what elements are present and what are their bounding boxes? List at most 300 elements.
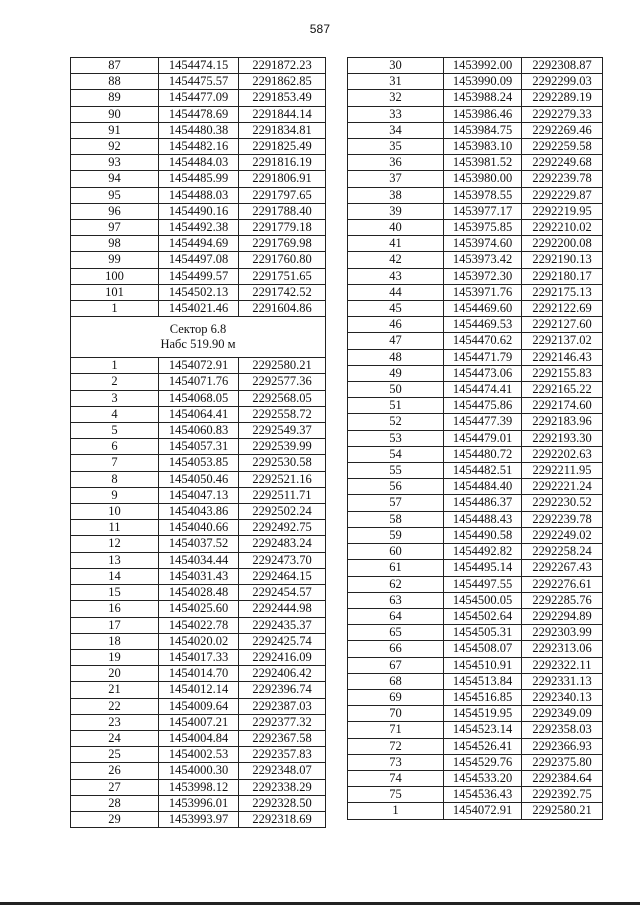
- coordinates-table-left: [70, 57, 326, 828]
- y-coordinate-cell: 2292558.72: [239, 406, 326, 422]
- point-number-cell: 100: [71, 268, 159, 284]
- point-number-cell: 20: [71, 666, 159, 682]
- table-row: [71, 423, 326, 439]
- point-number-cell: 6: [71, 439, 159, 455]
- table-row: [348, 365, 603, 381]
- section-header-row: [71, 317, 326, 358]
- x-coordinate-cell: 1454470.62: [444, 333, 522, 349]
- x-coordinate-cell: 1454490.16: [159, 203, 239, 219]
- table-row: [71, 358, 326, 374]
- x-coordinate-cell: 1454484.03: [159, 155, 239, 171]
- table-row: [348, 706, 603, 722]
- point-number-cell: 37: [348, 171, 444, 187]
- point-number-cell: 92: [71, 139, 159, 155]
- y-coordinate-cell: 2292174.60: [522, 398, 603, 414]
- point-number-cell: 88: [71, 74, 159, 90]
- y-coordinate-cell: 2292392.75: [522, 787, 603, 803]
- point-number-cell: 11: [71, 520, 159, 536]
- point-number-cell: 22: [71, 698, 159, 714]
- table-row: [348, 625, 603, 641]
- point-number-cell: 30: [348, 58, 444, 74]
- y-coordinate-cell: 2292435.37: [239, 617, 326, 633]
- y-coordinate-cell: 2292239.78: [522, 171, 603, 187]
- point-number-cell: 46: [348, 317, 444, 333]
- table-row: [71, 568, 326, 584]
- y-coordinate-cell: 2292483.24: [239, 536, 326, 552]
- point-number-cell: 71: [348, 722, 444, 738]
- table-row: [348, 544, 603, 560]
- y-coordinate-cell: 2292328.50: [239, 795, 326, 811]
- x-coordinate-cell: 1454469.60: [444, 301, 522, 317]
- point-number-cell: 56: [348, 479, 444, 495]
- x-coordinate-cell: 1454484.40: [444, 479, 522, 495]
- point-number-cell: 101: [71, 284, 159, 300]
- y-coordinate-cell: 2292137.02: [522, 333, 603, 349]
- y-coordinate-cell: 2292276.61: [522, 576, 603, 592]
- section-header-cell: [71, 317, 326, 358]
- x-coordinate-cell: 1454012.14: [159, 682, 239, 698]
- table-row: [348, 608, 603, 624]
- table-row: [348, 333, 603, 349]
- y-coordinate-cell: 2292190.13: [522, 252, 603, 268]
- table-row: [348, 479, 603, 495]
- table-row: [71, 633, 326, 649]
- table-row: [348, 284, 603, 300]
- point-number-cell: 95: [71, 187, 159, 203]
- x-coordinate-cell: 1453972.30: [444, 268, 522, 284]
- y-coordinate-cell: 2292377.32: [239, 714, 326, 730]
- table-row: [71, 58, 326, 74]
- y-coordinate-cell: 2292294.89: [522, 608, 603, 624]
- point-number-cell: 62: [348, 576, 444, 592]
- x-coordinate-cell: 1454050.46: [159, 471, 239, 487]
- point-number-cell: 8: [71, 471, 159, 487]
- x-coordinate-cell: 1454072.91: [444, 803, 522, 819]
- table-row: [348, 317, 603, 333]
- y-coordinate-cell: 2292258.24: [522, 544, 603, 560]
- x-coordinate-cell: 1454478.69: [159, 106, 239, 122]
- y-coordinate-cell: 2292267.43: [522, 560, 603, 576]
- table-row: [348, 220, 603, 236]
- table-row: [348, 382, 603, 398]
- y-coordinate-cell: 2292200.08: [522, 236, 603, 252]
- table-row: [348, 58, 603, 74]
- x-coordinate-cell: 1454475.57: [159, 74, 239, 90]
- y-coordinate-cell: 2292338.29: [239, 779, 326, 795]
- point-number-cell: 91: [71, 122, 159, 138]
- point-number-cell: 38: [348, 187, 444, 203]
- point-number-cell: 7: [71, 455, 159, 471]
- table-row: [71, 649, 326, 665]
- point-number-cell: 41: [348, 236, 444, 252]
- point-number-cell: 48: [348, 349, 444, 365]
- x-coordinate-cell: 1454519.95: [444, 706, 522, 722]
- x-coordinate-cell: 1454025.60: [159, 601, 239, 617]
- x-coordinate-cell: 1454057.31: [159, 439, 239, 455]
- x-coordinate-cell: 1454492.38: [159, 220, 239, 236]
- table-row: [71, 552, 326, 568]
- table-row: [71, 698, 326, 714]
- table-row: [71, 374, 326, 390]
- table-row: [71, 714, 326, 730]
- x-coordinate-cell: 1453986.46: [444, 106, 522, 122]
- y-coordinate-cell: 2292127.60: [522, 317, 603, 333]
- point-number-cell: 44: [348, 284, 444, 300]
- table-row: [71, 763, 326, 779]
- x-coordinate-cell: 1454500.05: [444, 592, 522, 608]
- point-number-cell: 90: [71, 106, 159, 122]
- table-row: [348, 673, 603, 689]
- y-coordinate-cell: 2292279.33: [522, 106, 603, 122]
- table-row: [348, 560, 603, 576]
- y-coordinate-cell: 2292230.52: [522, 495, 603, 511]
- y-coordinate-cell: 2292358.03: [522, 722, 603, 738]
- point-number-cell: 21: [71, 682, 159, 698]
- y-coordinate-cell: 2291816.19: [239, 155, 326, 171]
- y-coordinate-cell: 2292175.13: [522, 284, 603, 300]
- y-coordinate-cell: 2291806.91: [239, 171, 326, 187]
- table-row: [348, 349, 603, 365]
- table-row: [348, 414, 603, 430]
- point-number-cell: 58: [348, 511, 444, 527]
- y-coordinate-cell: 2292269.46: [522, 122, 603, 138]
- table-row: [71, 122, 326, 138]
- table-row: [71, 390, 326, 406]
- x-coordinate-cell: 1454040.66: [159, 520, 239, 536]
- point-number-cell: 31: [348, 74, 444, 90]
- x-coordinate-cell: 1454000.30: [159, 763, 239, 779]
- x-coordinate-cell: 1454486.37: [444, 495, 522, 511]
- y-coordinate-cell: 2292387.03: [239, 698, 326, 714]
- point-number-cell: 35: [348, 139, 444, 155]
- x-coordinate-cell: 1454014.70: [159, 666, 239, 682]
- table-row: [71, 203, 326, 219]
- point-number-cell: 74: [348, 770, 444, 786]
- y-coordinate-cell: 2292331.13: [522, 673, 603, 689]
- x-coordinate-cell: 1454064.41: [159, 406, 239, 422]
- table-row: [71, 155, 326, 171]
- table-row: [348, 74, 603, 90]
- x-coordinate-cell: 1454508.07: [444, 641, 522, 657]
- y-coordinate-cell: 2291742.52: [239, 284, 326, 300]
- point-number-cell: 66: [348, 641, 444, 657]
- x-coordinate-cell: 1454502.64: [444, 608, 522, 624]
- point-number-cell: 70: [348, 706, 444, 722]
- x-coordinate-cell: 1453983.10: [444, 139, 522, 155]
- table-row: [71, 617, 326, 633]
- x-coordinate-cell: 1454053.85: [159, 455, 239, 471]
- table-row: [348, 252, 603, 268]
- section-subtitle: Набс 519.90 м: [160, 337, 236, 352]
- x-coordinate-cell: 1454505.31: [444, 625, 522, 641]
- table-row: [348, 754, 603, 770]
- x-coordinate-cell: 1454494.69: [159, 236, 239, 252]
- x-coordinate-cell: 1454516.85: [444, 689, 522, 705]
- table-row: [71, 747, 326, 763]
- x-coordinate-cell: 1454021.46: [159, 301, 239, 317]
- table-row: [348, 268, 603, 284]
- table-row: [71, 90, 326, 106]
- x-coordinate-cell: 1454007.21: [159, 714, 239, 730]
- point-number-cell: 39: [348, 203, 444, 219]
- table-row: [71, 220, 326, 236]
- x-coordinate-cell: 1454497.55: [444, 576, 522, 592]
- point-number-cell: 40: [348, 220, 444, 236]
- x-coordinate-cell: 1454490.58: [444, 527, 522, 543]
- y-coordinate-cell: 2292180.17: [522, 268, 603, 284]
- table-row: [71, 301, 326, 317]
- x-coordinate-cell: 1454502.13: [159, 284, 239, 300]
- y-coordinate-cell: 2292357.83: [239, 747, 326, 763]
- x-coordinate-cell: 1454068.05: [159, 390, 239, 406]
- table-row: [71, 74, 326, 90]
- point-number-cell: 94: [71, 171, 159, 187]
- y-coordinate-cell: 2292313.06: [522, 641, 603, 657]
- x-coordinate-cell: 1454469.53: [444, 317, 522, 333]
- y-coordinate-cell: 2292549.37: [239, 423, 326, 439]
- x-coordinate-cell: 1453980.00: [444, 171, 522, 187]
- table-row: [71, 187, 326, 203]
- y-coordinate-cell: 2292492.75: [239, 520, 326, 536]
- y-coordinate-cell: 2292303.99: [522, 625, 603, 641]
- y-coordinate-cell: 2292219.95: [522, 203, 603, 219]
- y-coordinate-cell: 2292318.69: [239, 811, 326, 827]
- y-coordinate-cell: 2291844.14: [239, 106, 326, 122]
- table-row: [348, 446, 603, 462]
- point-number-cell: 72: [348, 738, 444, 754]
- y-coordinate-cell: 2292375.80: [522, 754, 603, 770]
- x-coordinate-cell: 1454022.78: [159, 617, 239, 633]
- table-row: [348, 236, 603, 252]
- x-coordinate-cell: 1454028.48: [159, 585, 239, 601]
- point-number-cell: 25: [71, 747, 159, 763]
- table-row: [348, 155, 603, 171]
- x-coordinate-cell: 1454488.43: [444, 511, 522, 527]
- point-number-cell: 4: [71, 406, 159, 422]
- y-coordinate-cell: 2292322.11: [522, 657, 603, 673]
- y-coordinate-cell: 2292211.95: [522, 463, 603, 479]
- x-coordinate-cell: 1454533.20: [444, 770, 522, 786]
- table-row: [348, 527, 603, 543]
- x-coordinate-cell: 1454523.14: [444, 722, 522, 738]
- table-row: [348, 576, 603, 592]
- y-coordinate-cell: 2292249.68: [522, 155, 603, 171]
- y-coordinate-cell: 2292425.74: [239, 633, 326, 649]
- y-coordinate-cell: 2292155.83: [522, 365, 603, 381]
- x-coordinate-cell: 1454004.84: [159, 730, 239, 746]
- y-coordinate-cell: 2292444.98: [239, 601, 326, 617]
- table-row: [348, 770, 603, 786]
- table-row: [348, 139, 603, 155]
- point-number-cell: 65: [348, 625, 444, 641]
- table-row: [71, 252, 326, 268]
- y-coordinate-cell: 2292308.87: [522, 58, 603, 74]
- y-coordinate-cell: 2292454.57: [239, 585, 326, 601]
- x-coordinate-cell: 1454471.79: [444, 349, 522, 365]
- x-coordinate-cell: 1454510.91: [444, 657, 522, 673]
- x-coordinate-cell: 1454495.14: [444, 560, 522, 576]
- table-row: [348, 398, 603, 414]
- point-number-cell: 54: [348, 446, 444, 462]
- x-coordinate-cell: 1454536.43: [444, 787, 522, 803]
- point-number-cell: 53: [348, 430, 444, 446]
- x-coordinate-cell: 1453998.12: [159, 779, 239, 795]
- point-number-cell: 75: [348, 787, 444, 803]
- x-coordinate-cell: 1453993.97: [159, 811, 239, 827]
- y-coordinate-cell: 2292165.22: [522, 382, 603, 398]
- x-coordinate-cell: 1454071.76: [159, 374, 239, 390]
- point-number-cell: 26: [71, 763, 159, 779]
- y-coordinate-cell: 2292366.93: [522, 738, 603, 754]
- x-coordinate-cell: 1454485.99: [159, 171, 239, 187]
- y-coordinate-cell: 2291825.49: [239, 139, 326, 155]
- x-coordinate-cell: 1453973.42: [444, 252, 522, 268]
- x-coordinate-cell: 1453981.52: [444, 155, 522, 171]
- table-row: [348, 203, 603, 219]
- x-coordinate-cell: 1454499.57: [159, 268, 239, 284]
- table-row: [348, 301, 603, 317]
- table-row: [71, 455, 326, 471]
- x-coordinate-cell: 1454492.82: [444, 544, 522, 560]
- table-row: [71, 666, 326, 682]
- point-number-cell: 49: [348, 365, 444, 381]
- x-coordinate-cell: 1453988.24: [444, 90, 522, 106]
- table-row: [71, 171, 326, 187]
- table-row: [348, 641, 603, 657]
- y-coordinate-cell: 2292183.96: [522, 414, 603, 430]
- table-row: [348, 106, 603, 122]
- table-row: [71, 406, 326, 422]
- table-row: [71, 811, 326, 827]
- y-coordinate-cell: 2291760.80: [239, 252, 326, 268]
- point-number-cell: 29: [71, 811, 159, 827]
- y-coordinate-cell: 2292530.58: [239, 455, 326, 471]
- x-coordinate-cell: 1454479.01: [444, 430, 522, 446]
- y-coordinate-cell: 2292502.24: [239, 504, 326, 520]
- table-row: [71, 106, 326, 122]
- table-row: [348, 803, 603, 819]
- x-coordinate-cell: 1454037.52: [159, 536, 239, 552]
- x-coordinate-cell: 1453978.55: [444, 187, 522, 203]
- point-number-cell: 1: [71, 301, 159, 317]
- point-number-cell: 24: [71, 730, 159, 746]
- table-row: [71, 682, 326, 698]
- x-coordinate-cell: 1454526.41: [444, 738, 522, 754]
- x-coordinate-cell: 1454477.09: [159, 90, 239, 106]
- y-coordinate-cell: 2292464.15: [239, 568, 326, 584]
- y-coordinate-cell: 2292580.21: [239, 358, 326, 374]
- point-number-cell: 18: [71, 633, 159, 649]
- table-row: [348, 187, 603, 203]
- point-number-cell: 60: [348, 544, 444, 560]
- y-coordinate-cell: 2291788.40: [239, 203, 326, 219]
- point-number-cell: 97: [71, 220, 159, 236]
- page-number: 587: [309, 22, 331, 36]
- section-title: Сектор 6.8: [169, 322, 227, 337]
- x-coordinate-cell: 1454017.33: [159, 649, 239, 665]
- table-row: [71, 779, 326, 795]
- table-row: [71, 504, 326, 520]
- y-coordinate-cell: 2291853.49: [239, 90, 326, 106]
- x-coordinate-cell: 1454475.86: [444, 398, 522, 414]
- table-row: [71, 268, 326, 284]
- y-coordinate-cell: 2292406.42: [239, 666, 326, 682]
- x-coordinate-cell: 1454031.43: [159, 568, 239, 584]
- table-row: [348, 122, 603, 138]
- x-coordinate-cell: 1454047.13: [159, 487, 239, 503]
- point-number-cell: 12: [71, 536, 159, 552]
- point-number-cell: 13: [71, 552, 159, 568]
- y-coordinate-cell: 2291779.18: [239, 220, 326, 236]
- point-number-cell: 27: [71, 779, 159, 795]
- point-number-cell: 99: [71, 252, 159, 268]
- point-number-cell: 10: [71, 504, 159, 520]
- y-coordinate-cell: 2292568.05: [239, 390, 326, 406]
- point-number-cell: 45: [348, 301, 444, 317]
- point-number-cell: 63: [348, 592, 444, 608]
- y-coordinate-cell: 2292416.09: [239, 649, 326, 665]
- y-coordinate-cell: 2292396.74: [239, 682, 326, 698]
- table-row: [348, 787, 603, 803]
- x-coordinate-cell: 1454020.02: [159, 633, 239, 649]
- x-coordinate-cell: 1454474.15: [159, 58, 239, 74]
- point-number-cell: 57: [348, 495, 444, 511]
- y-coordinate-cell: 2292122.69: [522, 301, 603, 317]
- x-coordinate-cell: 1454002.53: [159, 747, 239, 763]
- y-coordinate-cell: 2292229.87: [522, 187, 603, 203]
- table-row: [71, 471, 326, 487]
- y-coordinate-cell: 2291751.65: [239, 268, 326, 284]
- point-number-cell: 28: [71, 795, 159, 811]
- point-number-cell: 23: [71, 714, 159, 730]
- y-coordinate-cell: 2292539.99: [239, 439, 326, 455]
- y-coordinate-cell: 2292210.02: [522, 220, 603, 236]
- y-coordinate-cell: 2292384.64: [522, 770, 603, 786]
- point-number-cell: 14: [71, 568, 159, 584]
- table-row: [71, 536, 326, 552]
- y-coordinate-cell: 2292340.13: [522, 689, 603, 705]
- point-number-cell: 89: [71, 90, 159, 106]
- point-number-cell: 52: [348, 414, 444, 430]
- x-coordinate-cell: 1454497.08: [159, 252, 239, 268]
- point-number-cell: 5: [71, 423, 159, 439]
- y-coordinate-cell: 2292348.07: [239, 763, 326, 779]
- y-coordinate-cell: 2291862.85: [239, 74, 326, 90]
- point-number-cell: 96: [71, 203, 159, 219]
- x-coordinate-cell: 1454482.51: [444, 463, 522, 479]
- point-number-cell: 19: [71, 649, 159, 665]
- table-row: [71, 236, 326, 252]
- point-number-cell: 2: [71, 374, 159, 390]
- x-coordinate-cell: 1453977.17: [444, 203, 522, 219]
- point-number-cell: 3: [71, 390, 159, 406]
- x-coordinate-cell: 1453974.60: [444, 236, 522, 252]
- point-number-cell: 98: [71, 236, 159, 252]
- point-number-cell: 67: [348, 657, 444, 673]
- point-number-cell: 34: [348, 122, 444, 138]
- y-coordinate-cell: 2291604.86: [239, 301, 326, 317]
- point-number-cell: 55: [348, 463, 444, 479]
- y-coordinate-cell: 2292221.24: [522, 479, 603, 495]
- point-number-cell: 43: [348, 268, 444, 284]
- y-coordinate-cell: 2291769.98: [239, 236, 326, 252]
- table-row: [71, 585, 326, 601]
- point-number-cell: 9: [71, 487, 159, 503]
- x-coordinate-cell: 1454480.72: [444, 446, 522, 462]
- x-coordinate-cell: 1454473.06: [444, 365, 522, 381]
- table-row: [71, 139, 326, 155]
- table-row: [71, 487, 326, 503]
